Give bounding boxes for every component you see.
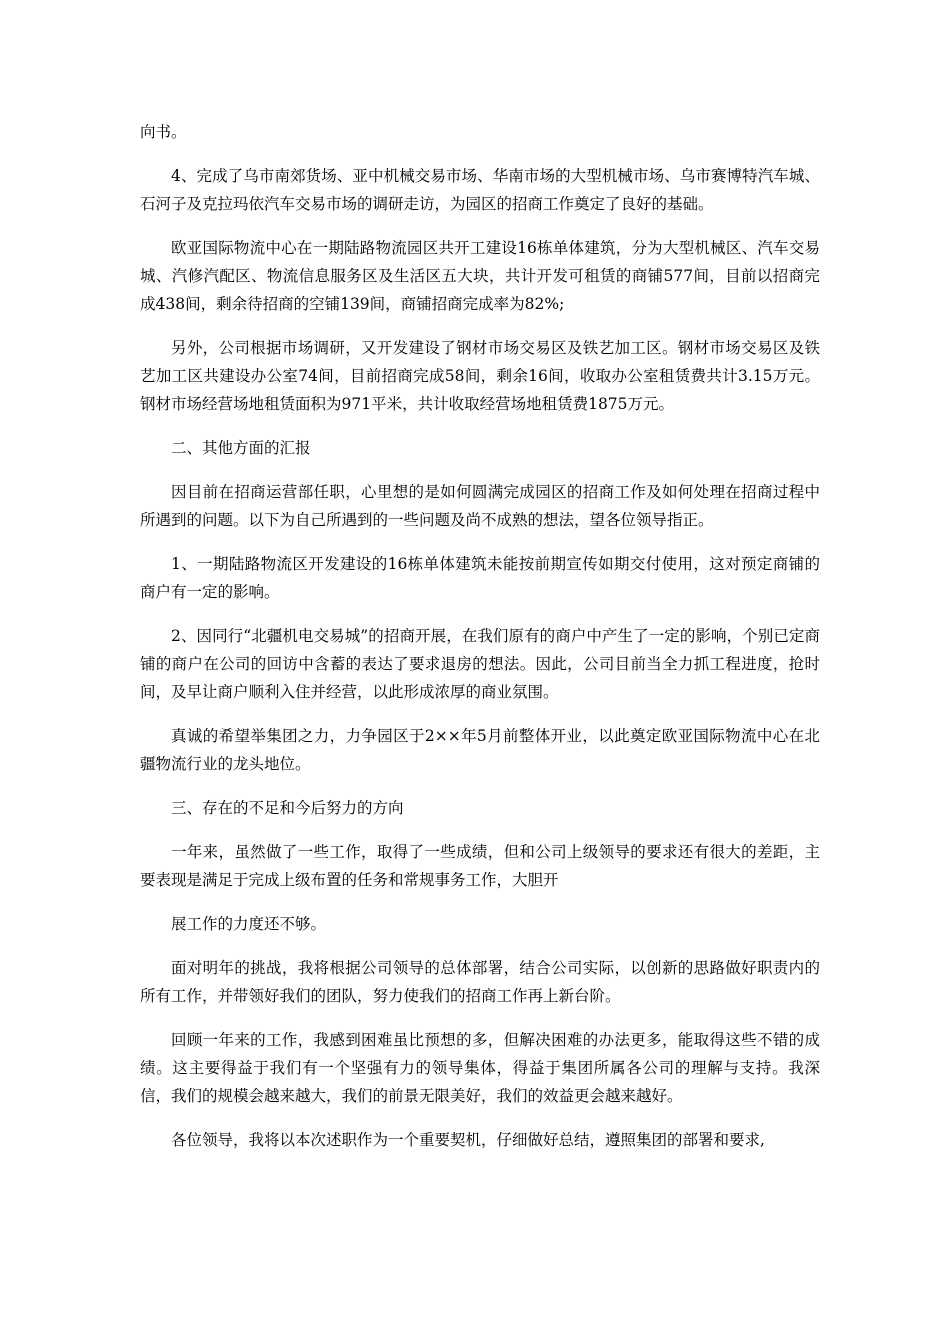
paragraph-2: 4、完成了乌市南郊货场、亚中机械交易市场、华南市场的大型机械市场、乌市赛博特汽车城、石河子及克拉玛依汽车交易市场的调研走访，为园区的招商工作奠定了良好的基础。: [140, 167, 820, 213]
paragraph-12: 回顾一年来的工作，我感到困难虽比预想的多，但解决困难的办法更多，能取得这些不错的成绩。这主要得益于我们有一个坚强有力的领导集体，得益于集团所属各公司的理解与支持。我深信，我们的规模会越来越大，我们的前景无限美好，我们的效益更会越来越好。: [140, 1031, 820, 1105]
paragraph-11: 面对明年的挑战，我将根据公司领导的总体部署，结合公司实际，以创新的思路做好职责内的所有工作，并带领好我们的团队，努力使我们的招商工作再上新台阶。: [140, 959, 820, 1005]
paragraph-13: 各位领导，我将以本次述职作为一个重要契机，仔细做好总结，遵照集团的部署和要求,: [171, 1131, 765, 1149]
section-heading-2: 二、其他方面的汇报: [171, 439, 311, 457]
paragraph-8: 真诚的希望举集团之力，力争园区于2××年5月前整体开业，以此奠定欧亚国际物流中心在北疆物流行业的龙头地位。: [140, 727, 820, 773]
paragraph-7: 2、因同行“北疆机电交易城”的招商开展，在我们原有的商户中产生了一定的影响，个别已定商铺的商户在公司的回访中含蓄的表达了要求退房的想法。因此，公司目前当全力抓工程进度，抢时间，及早让商户顺利入住并经营，以此形成浓厚的商业氛围。: [140, 627, 820, 701]
document-page: [140, 118, 820, 1170]
paragraph-4: 另外，公司根据市场调研，又开发建设了钢材市场交易区及铁艺加工区。钢材市场交易区及铁艺加工区共建设办公室74间，目前招商完成58间，剩余16间，收取办公室租赁费共计3.15万元。钢材市场经营场地租赁面积为971平米，共计收取经营场地租赁费1875万元。: [140, 339, 820, 413]
paragraph-10: 展工作的力度还不够。: [171, 915, 327, 933]
paragraph-9: 一年来，虽然做了一些工作，取得了一些成绩，但和公司上级领导的要求还有很大的差距，主要表现是满足于完成上级布置的任务和常规事务工作，大胆开: [140, 843, 820, 889]
paragraph-1: 向书。: [140, 123, 187, 141]
paragraph-3: 欧亚国际物流中心在一期陆路物流园区共开工建设16栋单体建筑，分为大型机械区、汽车交易城、汽修汽配区、物流信息服务区及生活区五大块，共计开发可租赁的商铺577间，目前以招商完成438间，剩余待招商的空铺139间，商铺招商完成率为82%;: [140, 239, 820, 313]
section-heading-3: 三、存在的不足和今后努力的方向: [171, 799, 404, 817]
paragraph-5: 因目前在招商运营部任职，心里想的是如何圆满完成园区的招商工作及如何处理在招商过程中所遇到的问题。以下为自己所遇到的一些问题及尚不成熟的想法，望各位领导指正。: [140, 483, 820, 529]
paragraph-6: 1、一期陆路物流区开发建设的16栋单体建筑未能按前期宣传如期交付使用，这对预定商铺的商户有一定的影响。: [140, 555, 820, 601]
